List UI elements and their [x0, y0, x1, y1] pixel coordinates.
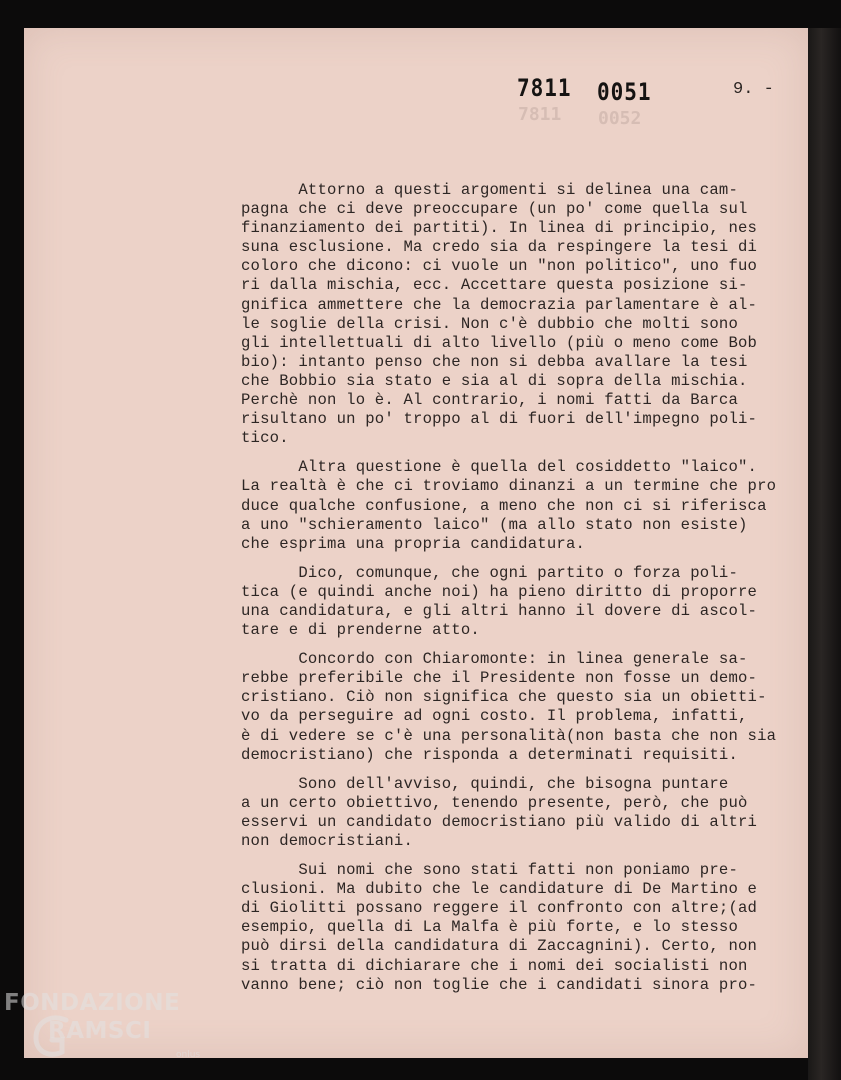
watermark-line-2: RAMSCI: [48, 1018, 152, 1044]
text-line: non democristiani.: [241, 832, 414, 850]
text-line: gnifica ammettere che la democrazia parlamentare è al-: [241, 295, 758, 314]
text-line: democristiano) che risponda a determinati requisiti.: [241, 745, 739, 764]
text-line: finanziamento dei partiti). In linea di principio, nes: [241, 219, 758, 238]
paragraph: [241, 181, 801, 448]
text-line: risultano un po' troppo al di fuori dell'impegno poli-: [241, 410, 758, 429]
text-line: tare e di prenderne atto.: [241, 621, 480, 640]
text-line: a uno "schieramento laico" (ma allo stato non esiste): [241, 515, 748, 534]
text-line: Attorno a questi argomenti si delinea una cam-: [241, 181, 739, 199]
archive-stamp-prefix: 7811: [517, 74, 572, 102]
text-line: vanno bene; ciò non toglie che i candidati sinora pro-: [241, 975, 758, 994]
text-line: clusioni. Ma dubito che le candidature di De Martino e: [241, 880, 758, 899]
text-line: duce qualche confusione, a meno che non ci si riferisca: [241, 496, 767, 515]
page-edge-shadow: [808, 28, 841, 1080]
text-line: si tratta di dichiarare che i nomi dei socialisti non: [241, 956, 748, 975]
text-line: Sono dell'avviso, quindi, che bisogna puntare: [241, 774, 729, 793]
text-line: rebbe preferibile che il Presidente non fosse un demo-: [241, 669, 758, 688]
text-line: suna esclusione. Ma credo sia da respingere la tesi di: [241, 238, 758, 257]
show-through-stamp-number: 0052: [598, 108, 642, 129]
text-line: cristiano. Ciò non significa che questo sia un obietti-: [241, 688, 767, 707]
watermark-subtitle: onlus: [176, 1050, 201, 1060]
text-line: coloro che dicono: ci vuole un "non politico", uno fuo: [241, 257, 758, 276]
text-line: di Giolitti possano reggere il confronto con altre;(ad: [241, 899, 758, 918]
text-line: tico.: [241, 429, 289, 448]
watermark-line-1: FONDAZIONE: [4, 990, 181, 1016]
text-line: a un certo obiettivo, tenendo presente, però, che può: [241, 793, 748, 812]
text-line: La realtà è che ci troviamo dinanzi a un termine che pro: [241, 477, 777, 496]
paragraph: [241, 564, 801, 640]
fondazione-gramsci-watermark: [4, 990, 214, 1070]
text-line: che esprima una propria candidatura.: [241, 534, 586, 553]
paragraph: [241, 458, 801, 553]
text-line: le soglie della crisi. Non c'è dubbio che molti sono: [241, 314, 739, 333]
text-line: vo da perseguire ad ogni costo. Il problema, infatti,: [241, 707, 748, 726]
paragraph: [241, 650, 801, 765]
text-line: esempio, quella di La Malfa è più forte, e lo stesso: [241, 918, 739, 937]
text-line: esservi un candidato democristiano più valido di altri: [241, 812, 758, 831]
text-line: pagna che ci deve preoccupare (un po' come quella sul: [241, 200, 748, 219]
document-body: [241, 181, 801, 1005]
text-line: una candidatura, e gli altri hanno il dovere di ascol-: [241, 601, 758, 620]
text-line: Dico, comunque, che ogni partito o forza poli-: [241, 563, 739, 582]
text-line: tica (e quindi anche noi) ha pieno diritto di proporre: [241, 582, 758, 601]
text-line: è di vedere se c'è una personalità(non basta che non sia: [241, 726, 777, 745]
text-line: Concordo con Chiaromonte: in linea generale sa-: [241, 650, 748, 669]
text-line: gli intellettuali di alto livello (più o meno come Bob: [241, 333, 758, 352]
show-through-stamp-prefix: 7811: [518, 104, 562, 125]
text-line: può dirsi della candidatura di Zaccagnini). Certo, non: [241, 937, 758, 956]
page-number: 9. -: [733, 80, 774, 99]
text-line: ri dalla mischia, ecc. Accettare questa posizione si-: [241, 276, 748, 295]
paragraph: [241, 775, 801, 851]
text-line: Sui nomi che sono stati fatti non poniamo pre-: [241, 861, 739, 880]
text-line: Perchè non lo è. Al contrario, i nomi fatti da Barca: [241, 391, 739, 410]
paragraph: [241, 861, 801, 995]
text-line: Altra questione è quella del cosiddetto "laico".: [241, 458, 758, 477]
text-line: che Bobbio sia stato e sia al di sopra della mischia.: [241, 371, 748, 390]
archive-stamp-number: 0051: [597, 78, 652, 106]
text-line: bio): intanto penso che non si debba avallare la tesi: [241, 352, 748, 371]
